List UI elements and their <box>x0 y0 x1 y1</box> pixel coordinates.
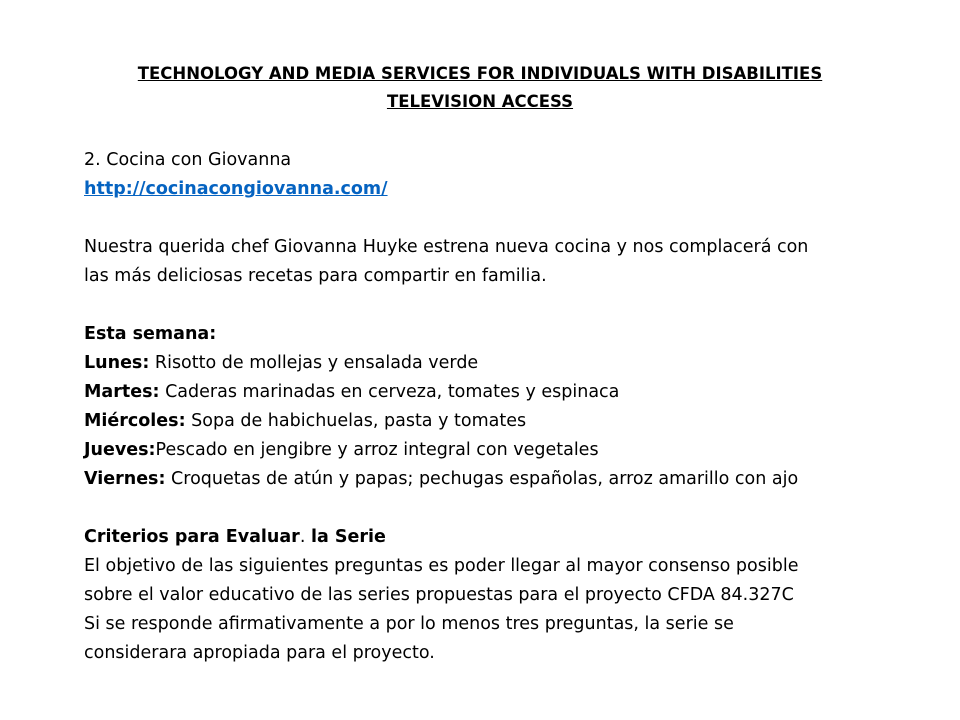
week-day-row <box>84 465 884 494</box>
criteria-line1: El objetivo de las siguientes preguntas es poder llegar al mayor consenso posible <box>84 556 799 576</box>
day-label: Viernes: <box>84 469 166 489</box>
day-label: Martes: <box>84 382 160 402</box>
day-menu: Caderas marinadas en cerveza, tomates y espinaca <box>159 382 620 402</box>
week-heading: Esta semana: <box>84 324 217 344</box>
program-link[interactable]: http://cocinacongiovanna.com/ <box>84 179 388 199</box>
spacer <box>84 204 884 233</box>
day-label: Miércoles: <box>84 411 186 431</box>
criteria-line4: considerara apropiada para el proyecto. <box>84 643 435 663</box>
program-title: 2. Cocina con Giovanna <box>84 150 292 170</box>
week-day-row <box>84 349 884 378</box>
header-title-line2: TELEVISION ACCESS <box>386 92 574 111</box>
criteria-line2: sobre el valor educativo de las series propuestas para el proyecto CFDA 84.327C <box>84 585 794 605</box>
program-description-line2: las más deliciosas recetas para compartir en familia. <box>84 266 547 286</box>
day-menu: Pescado en jengibre y arroz integral con vegetales <box>155 440 599 460</box>
criteria-line3: Si se responde afirmativamente a por lo menos tres preguntas, la serie se <box>84 614 734 634</box>
criteria-heading-part1: Criterios para Evaluar <box>84 527 300 547</box>
week-day-row <box>84 378 884 407</box>
spacer <box>84 494 884 523</box>
day-menu: Sopa de habichuelas, pasta y tomates <box>185 411 527 431</box>
criteria-heading-part2: la Serie <box>310 527 386 547</box>
day-menu: Croquetas de atún y papas; pechugas españolas, arroz amarillo con ajo <box>165 469 799 489</box>
week-day-row <box>84 407 884 436</box>
slide-content <box>84 146 884 668</box>
day-label: Jueves: <box>84 440 156 460</box>
criteria-heading-dot: . <box>299 527 311 547</box>
day-menu: Risotto de mollejas y ensalada verde <box>149 353 479 373</box>
slide-header <box>0 60 960 116</box>
spacer <box>84 291 884 320</box>
criteria-heading <box>84 523 884 552</box>
program-description-line1: Nuestra querida chef Giovanna Huyke estrena nueva cocina y nos complacerá con <box>84 237 809 257</box>
header-title-line1: TECHNOLOGY AND MEDIA SERVICES FOR INDIVIDUALS WITH DISABILITIES <box>137 64 823 83</box>
day-label: Lunes: <box>84 353 150 373</box>
week-day-row <box>84 436 884 465</box>
